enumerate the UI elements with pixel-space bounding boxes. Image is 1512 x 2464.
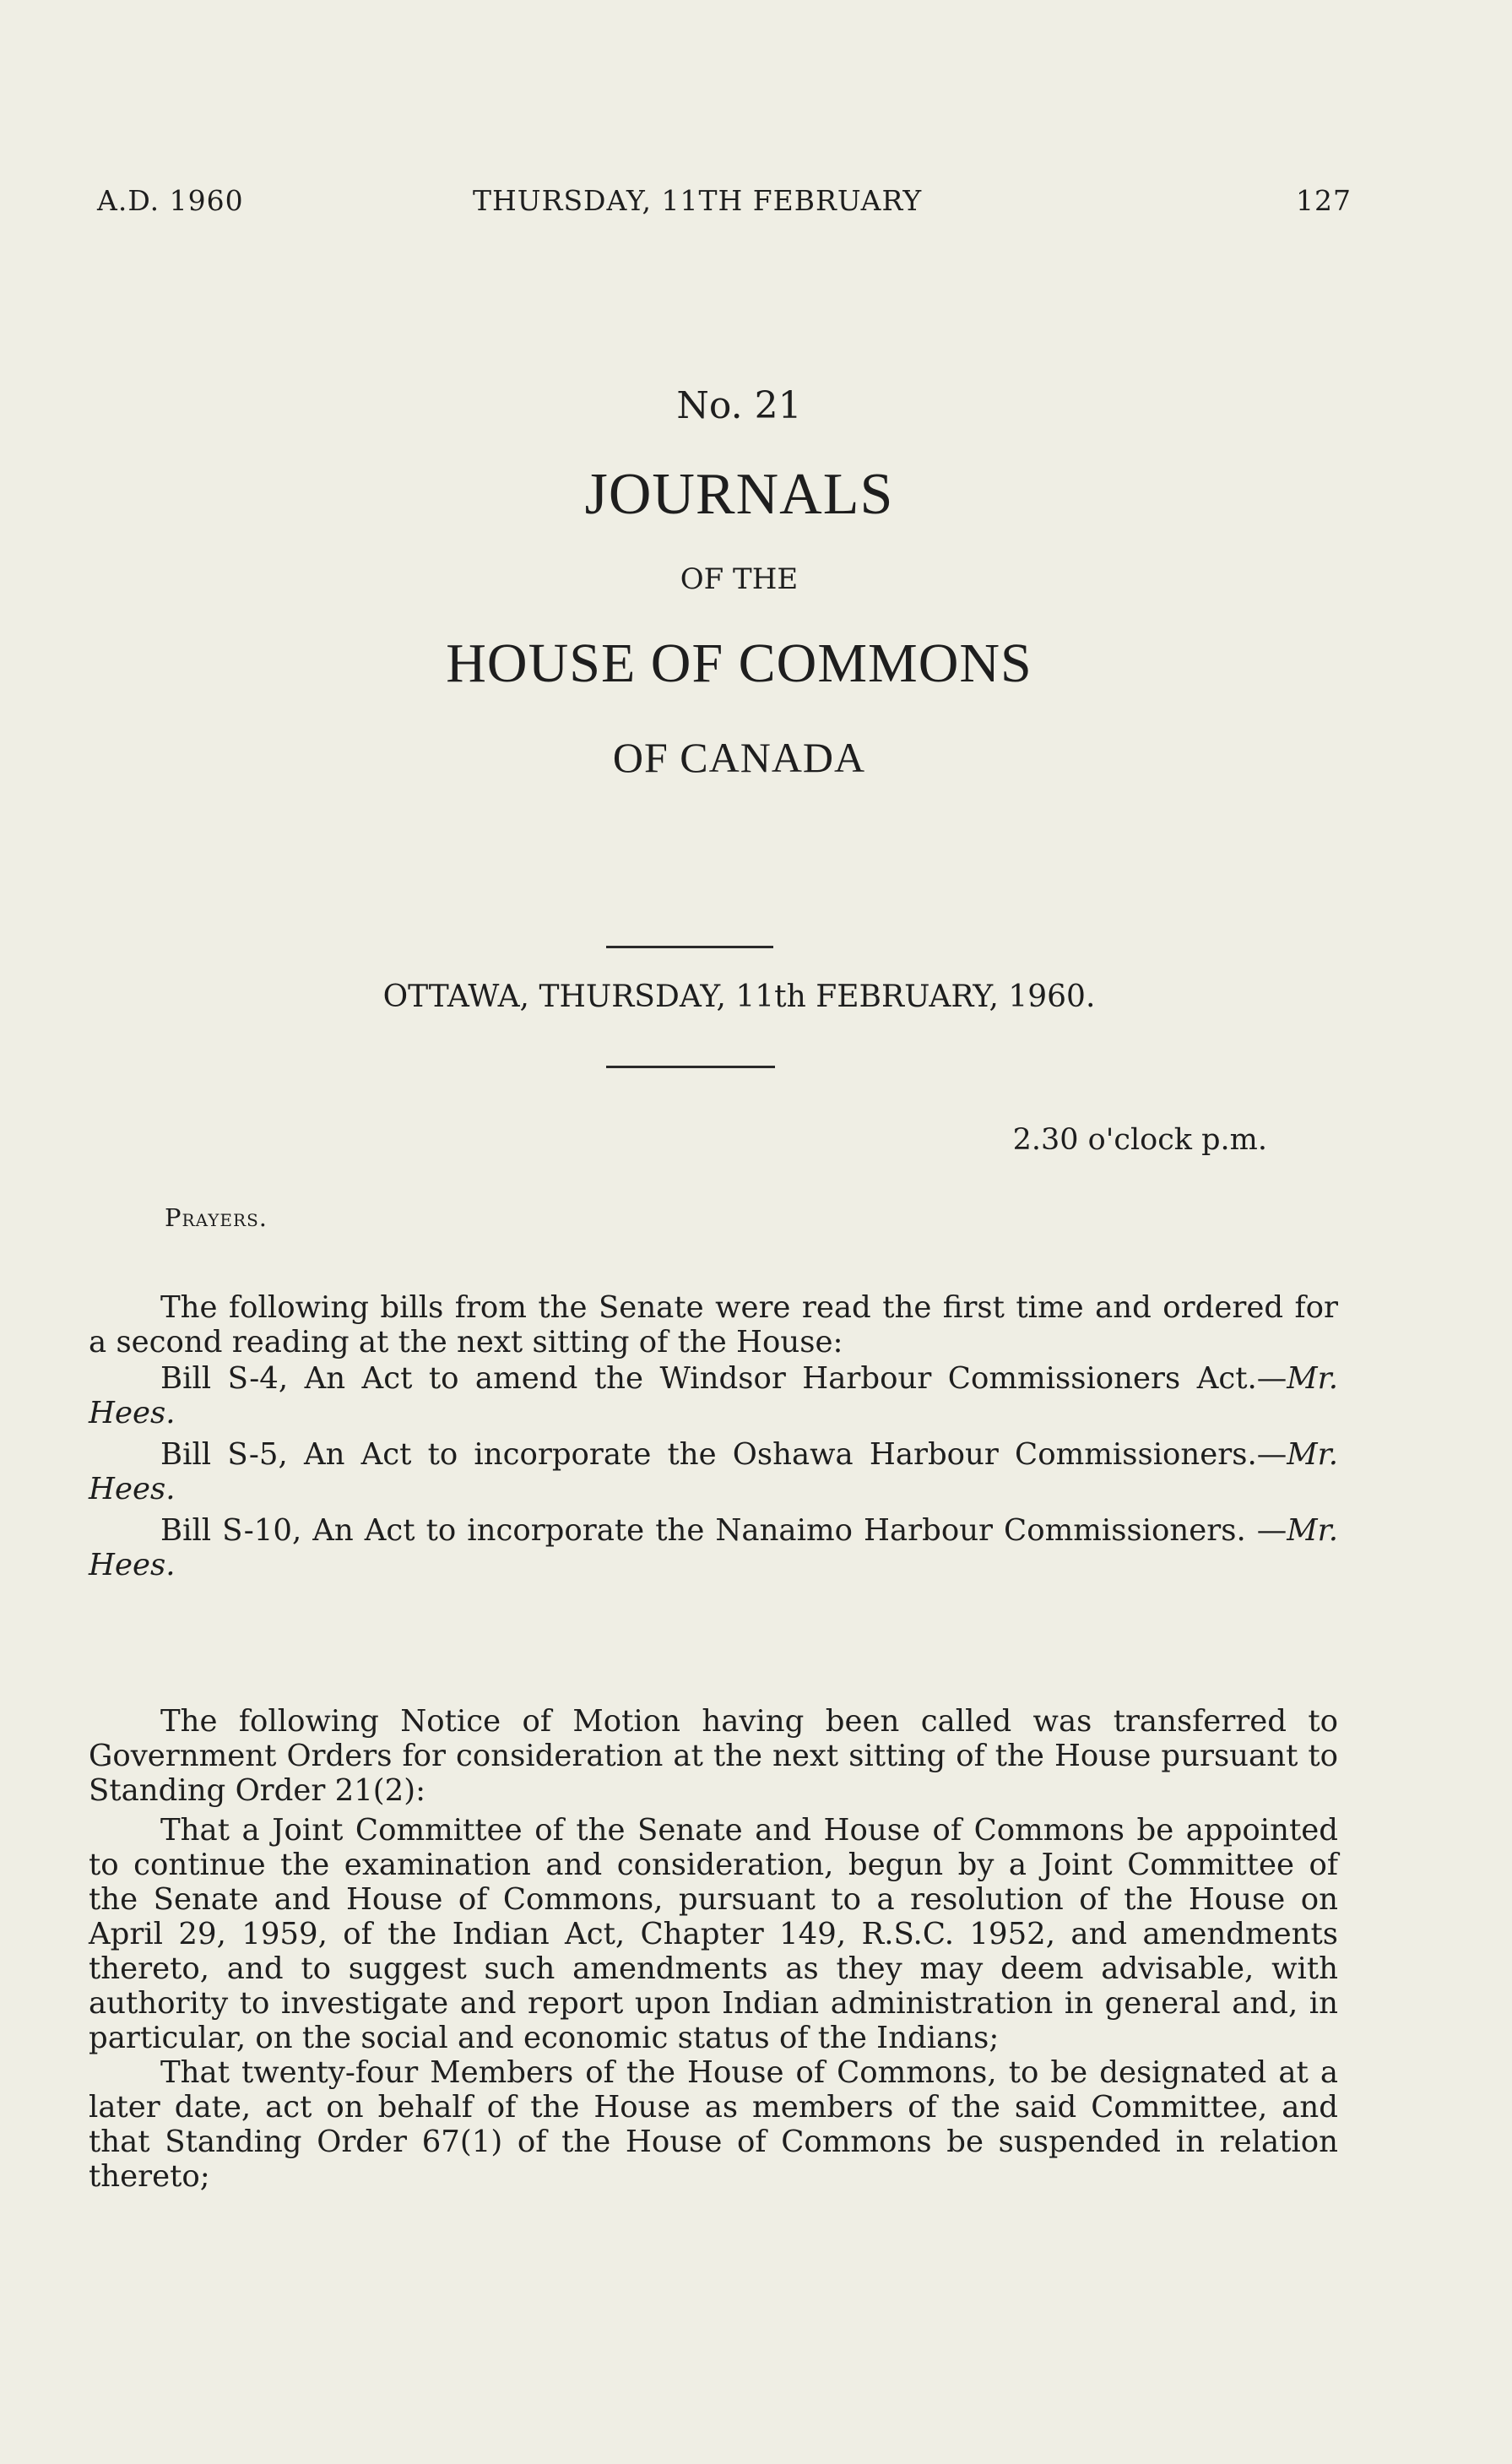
notice-intro: The following Notice of Motion having been called was transferred to Government Orders for consideration at the next sitting of the House pursuant to Standing Order 21(2):: [89, 1704, 1338, 1808]
bill-mover: Mr. Hees.: [89, 1361, 1338, 1430]
title-block: [0, 384, 1512, 782]
notice-of-motion-section: [89, 1704, 1338, 2194]
senate-bills-intro: The following bills from the Senate were read the first time and ordered for a second reading at the next sitting of the House:: [89, 1290, 1338, 1360]
bill-text: Bill S-10, An Act to incorporate the Nanaimo Harbour Commissioners. —: [160, 1513, 1287, 1548]
of-the-line: OF THE: [680, 562, 799, 596]
divider-rule-bottom: [606, 1066, 775, 1068]
header-date: THURSDAY, 11TH FEBRUARY: [473, 184, 923, 217]
dateline: OTTAWA, THURSDAY, 11th FEBRUARY, 1960.: [382, 980, 1096, 1014]
header-year: A.D. 1960: [97, 184, 244, 217]
journals-title: JOURNALS: [584, 462, 894, 527]
house-title: HOUSE OF COMMONS: [446, 632, 1032, 694]
motion-paragraph-1: That a Joint Committee of the Senate and House of Commons be appointed to continue the examination and consideration, begun by a Joint Committee of the Senate and House of Commons, pursuant to a resolution of the House on April 29, 1959, of the Indian Act, Chapter 149, R.S.C. 1952, and amendments thereto, and to suggest such amendments as they may deem advisable, with authority to investigate and report upon Indian administration in general and, in particular, on the social and economic status of the Indians;: [89, 1813, 1338, 2055]
running-header: [97, 184, 1352, 226]
of-canada-line: OF CANADA: [612, 734, 866, 781]
senate-bills-section: [89, 1290, 1338, 1582]
motion-paragraph-2: That twenty-four Members of the House of Commons, to be designated at a later date, act on behalf of the House as members of the said Committee, and that Standing Order 67(1) of the House of Commons be suspended in relation thereto;: [89, 2055, 1338, 2194]
bill-mover: Mr. Hees.: [89, 1437, 1338, 1506]
bill-text: Bill S-5, An Act to incorporate the Oshawa Harbour Commissioners.—: [160, 1437, 1287, 1472]
bill-item: [89, 1437, 1338, 1506]
bill-mover: Mr. Hees.: [89, 1513, 1338, 1582]
bill-text: Bill S-4, An Act to amend the Windsor Harbour Commissioners Act.—: [160, 1361, 1287, 1396]
bill-item: [89, 1513, 1338, 1582]
sitting-time: 2.30 o'clock p.m.: [1012, 1123, 1267, 1157]
prayers-heading: Prayers.: [165, 1203, 268, 1232]
journal-number: No. 21: [676, 384, 802, 427]
divider-rule-top: [606, 946, 773, 948]
bill-item: [89, 1361, 1338, 1430]
page-number: 127: [1296, 184, 1352, 217]
